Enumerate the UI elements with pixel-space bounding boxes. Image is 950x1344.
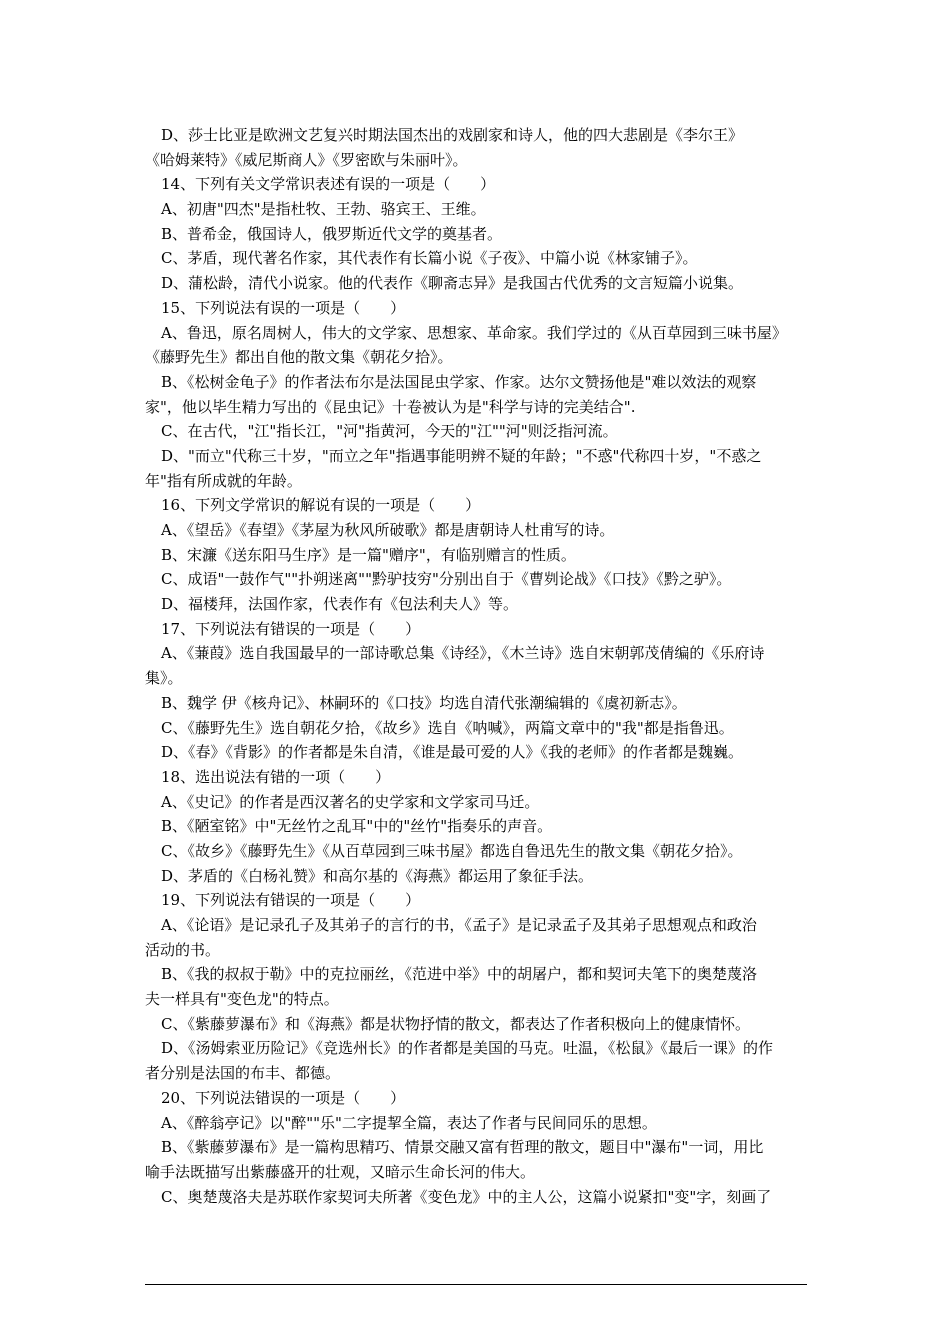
text-line: C、奥楚蔑洛夫是苏联作家契诃夫所著《变色龙》中的主人公，这篇小说紧扣"变"字，刻画了 <box>161 1187 772 1206</box>
text-line: D、蒲松龄，清代小说家。他的代表作《聊斋志异》是我国古代优秀的文言短篇小说集。 <box>161 274 744 293</box>
text-line: 者分别是法国的布丰、都德。 <box>145 1064 341 1083</box>
text-line: B、《松树金龟子》的作者法布尔是法国昆虫学家、作家。达尔文赞扬他是"难以效法的观察 <box>161 372 757 391</box>
footer-rule <box>145 1284 807 1285</box>
text-line: A、《醉翁亭记》以"醉""乐"二字提挈全篇，表达了作者与民间同乐的思想。 <box>161 1113 657 1132</box>
text-line: C、成语"一鼓作气""扑朔迷离""黔驴技穷"分别出自于《曹刿论战》《口技》《黔之驴》。 <box>161 570 732 589</box>
text-line: C、茅盾，现代著名作家，其代表作有长篇小说《子夜》、中篇小说《林家铺子》。 <box>161 249 698 268</box>
text-line: 《藤野先生》都出自他的散文集《朝花夕拾》。 <box>145 348 453 367</box>
text-line: D、《春》《背影》的作者都是朱自清，《谁是最可爱的人》《我的老师》的作者都是魏巍。 <box>161 743 744 762</box>
text-line: B、普希金，俄国诗人，俄罗斯近代文学的奠基者。 <box>161 224 503 243</box>
text-line: 喻手法既描写出紫藤盛开的壮观，又暗示生命长河的伟大。 <box>145 1162 536 1181</box>
text-line: A、《蒹葭》选自我国最早的一部诗歌总集《诗经》，《木兰诗》选自宋朝郭茂倩编的《乐府诗 <box>161 644 765 663</box>
text-line: C、《紫藤萝瀑布》和《海燕》都是状物抒情的散文，都表达了作者积极向上的健康情怀。 <box>161 1014 750 1033</box>
text-line: C、《故乡》《藤野先生》《从百草园到三味书屋》都选自鲁迅先生的散文集《朝花夕拾》。 <box>161 841 743 860</box>
text-line: 《哈姆莱特》《威尼斯商人》《罗密欧与朱丽叶》。 <box>145 150 468 169</box>
text-line: D、莎士比亚是欧洲文艺复兴时期法国杰出的戏剧家和诗人，他的四大悲剧是《李尔王》 <box>161 126 744 144</box>
text-line: B、《我的叔叔于勒》中的克拉丽丝，《范进中举》中的胡屠户，都和契诃夫笔下的奥楚蔑洛 <box>161 965 758 984</box>
text-line: B、《紫藤萝瀑布》是一篇构思精巧、情景交融又富有哲理的散文，题目中"瀑布"一词，用比 <box>161 1138 764 1157</box>
text-line: 18、选出说法有错的一项（ ） <box>161 767 391 786</box>
text-line: 集》。 <box>145 669 183 688</box>
text-line: C、在古代，"江"指长江，"河"指黄河，今天的"江""河"则泛指河流。 <box>161 422 618 441</box>
text-line: B、魏学 伊《核舟记》、林嗣环的《口技》均选自清代张潮编辑的《虞初新志》。 <box>161 693 687 712</box>
text-line: A、初唐"四杰"是指杜牧、王勃、骆宾王、王维。 <box>161 200 486 219</box>
text-line: A、《望岳》《春望》《茅屋为秋风所破歌》都是唐朝诗人杜甫写的诗。 <box>161 521 615 539</box>
text-line: C、《藤野先生》选自朝花夕拾，《故乡》选自《呐喊》，两篇文章中的"我"都是指鲁迅。 <box>161 718 734 737</box>
text-line: 17、下列说法有错误的一项是（ ） <box>161 619 421 638</box>
text-line: D、《汤姆索亚历险记》《竞选州长》的作者都是美国的马克。吐温，《松鼠》《最后一课》的作 <box>161 1039 774 1058</box>
text-line: D、茅盾的《白杨礼赞》和高尔基的《海燕》都运用了象征手法。 <box>161 866 594 885</box>
text-line: A、《论语》是记录孔子及其弟子的言行的书，《孟子》是记录孟子及其弟子思想观点和政治 <box>161 916 757 934</box>
text-line: 活动的书。 <box>145 940 221 959</box>
text-line: 年"指有所成就的年龄。 <box>145 471 302 490</box>
text-line: 14、下列有关文学常识表述有误的一项是（ ） <box>161 175 496 194</box>
text-line: 19、下列说法有错误的一项是（ ） <box>161 891 421 910</box>
text-line: B、宋濂《送东阳马生序》是一篇"赠序"，有临别赠言的性质。 <box>161 545 576 564</box>
text-line: 15、下列说法有误的一项是（ ） <box>161 298 406 317</box>
text-line: B、《陋室铭》中"无丝竹之乱耳"中的"丝竹"指奏乐的声音。 <box>161 817 553 836</box>
text-line: 家"，他以毕生精力写出的《昆虫记》十卷被认为是"科学与诗的完美结合". <box>145 397 636 416</box>
text-line: A、《史记》的作者是西汉著名的史学家和文学家司马迁。 <box>161 792 540 811</box>
text-line: 20、下列说法错误的一项是（ ） <box>161 1088 406 1107</box>
text-line: 16、下列文学常识的解说有误的一项是（ ） <box>161 496 481 515</box>
text-line: D、"而立"代称三十岁，"而立之年"指遇事能明辨不疑的年龄；"不惑"代称四十岁，"不惑之 <box>161 446 762 465</box>
text-line: A、鲁迅，原名周树人，伟大的文学家、思想家、革命家。我们学过的《从百草园到三味书屋》 <box>161 323 787 342</box>
page-body <box>145 123 807 1209</box>
text-line: 夫一样具有"变色龙"的特点。 <box>145 990 339 1009</box>
text-line: D、福楼拜，法国作家，代表作有《包法利夫人》等。 <box>161 595 519 614</box>
